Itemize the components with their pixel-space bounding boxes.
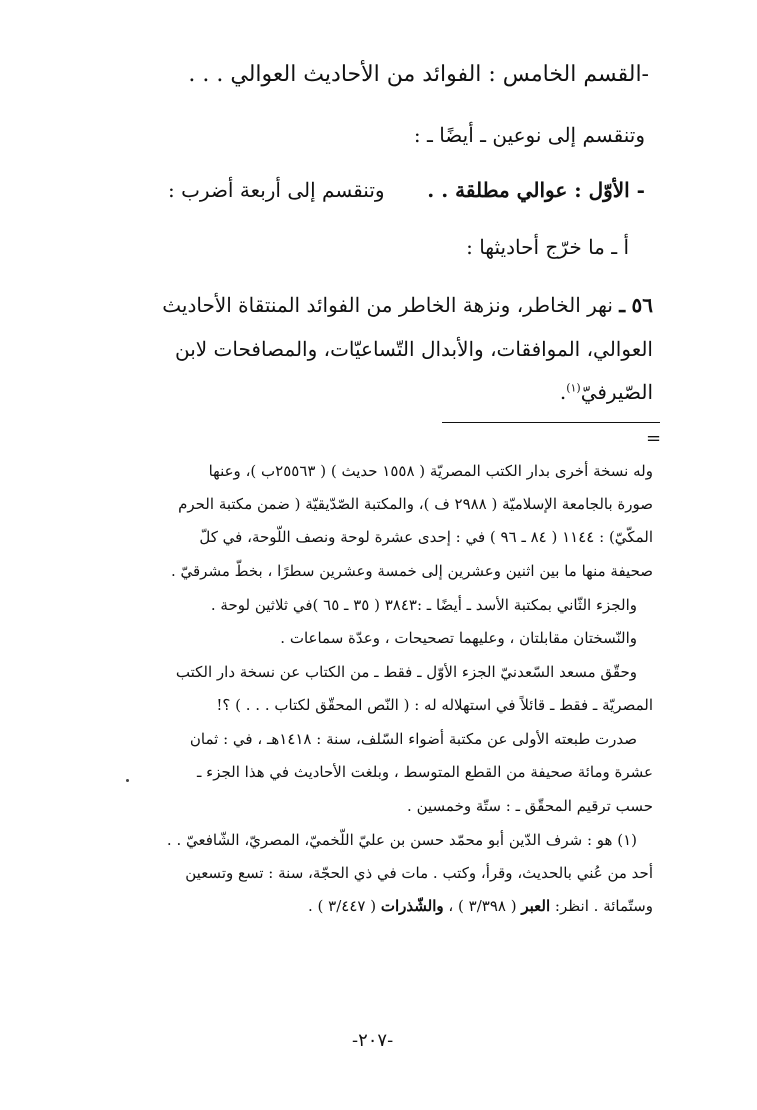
footnote-line: والنّسختان مقابلتان ، وعليهما تصحيحات ، وعدّة سماعات . bbox=[280, 629, 637, 647]
first-type-line bbox=[168, 178, 645, 202]
item-a: أ ـ ما خرّج أحاديثها : bbox=[466, 235, 629, 259]
footnote-line: والجزء الثّاني بمكتبة الأسد ـ أيضًا ـ :٣٨٤٣ ( ٣٥ ـ ٦٥ )في ثلاثين لوحة . bbox=[210, 596, 637, 614]
footnote-ref[interactable]: (١) bbox=[566, 381, 581, 395]
entry-number: ٥٦ bbox=[631, 293, 653, 317]
fn1-book-ibar: العبر bbox=[521, 897, 551, 915]
continuation-mark: = bbox=[646, 428, 662, 449]
footnote-line: حسب ترقيم المحقّق ـ : ستّة وخمسين . bbox=[407, 797, 653, 815]
fn1-text-a: وستّمائة . انظر: bbox=[554, 897, 653, 915]
footnote-line: صحيفة منها ما بين اثنين وعشرين إلى خمسة وعشرين سطرًا ، بخطّ مشرقيّ . bbox=[170, 562, 653, 580]
entry-dash: ـ bbox=[619, 293, 626, 317]
footnote-1-line-2: أحد من عُني بالحديث، وقرأ، وكتب . مات في ذي الحجّة، سنة : تسع وتسعين bbox=[185, 864, 653, 882]
footnote-separator bbox=[442, 422, 660, 423]
footnote-1-line-1: (١) هو : شرف الدّين أبو محمّد حسن بن عليّ اللّخميّ، المصريّ، الشّافعيّ . . bbox=[166, 831, 637, 849]
footnote-line: عشرة ومائة صحيفة من القطع المتوسط ، وبلغت الأحاديث في هذا الجزء ـ bbox=[197, 763, 653, 781]
footnote-line: المصريّة ـ فقط ـ قائلاً في استهلاله له : ( النّص المحقّق لكتاب . . . ) ؟! bbox=[216, 696, 653, 714]
footnote-line: وله نسخة أخرى بدار الكتب المصريّة ( ١٥٥٨ حديث ) ( ٢٥٥٦٣ب )، وعنها bbox=[208, 462, 653, 480]
entry-text-1: نهر الخاطر، ونزهة الخاطر من الفوائد المنتقاة الأحاديث bbox=[162, 293, 613, 317]
section-heading: -القسم الخامس : الفوائد من الأحاديث العوالي . . . bbox=[188, 62, 649, 87]
entry-line-3 bbox=[560, 380, 653, 404]
footnote-1-line-3 bbox=[308, 897, 653, 915]
first-type-rest: وتنقسم إلى أربعة أضرب : bbox=[167, 178, 385, 202]
margin-mark bbox=[126, 779, 129, 782]
entry-end: . bbox=[559, 380, 567, 404]
footnote-line: وحقّق مسعد السّعدنيّ الجزء الأوّل ـ فقط ـ من الكتاب عن نسخة دار الكتب bbox=[175, 663, 637, 681]
footnote-line: صورة بالجامعة الإسلاميّة ( ٢٩٨٨ ف )، والمكتبة الصّدّيقيّة ( ضمن مكتبة الحرم bbox=[178, 495, 653, 513]
footnote-line: المكّيّ) : ١١٤٤ ( ٨٤ ـ ٩٦ ) في : إحدى عشرة لوحة ونصف اللّوحة، في كلّ bbox=[199, 528, 653, 546]
fn1-book-shadharat: والشّذرات bbox=[380, 897, 444, 915]
fn1-ref-shadharat: ( ٣/٤٤٧ ) . bbox=[308, 897, 377, 915]
entry-line-2: العوالي، الموافقات، والأبدال التّساعيّات، والمصافحات لابن bbox=[175, 337, 653, 361]
fn1-ref-ibar: ( ٣/٣٩٨ ) ، bbox=[448, 897, 517, 915]
footnote-line: صدرت طبعته الأولى عن مكتبة أضواء السّلف، سنة : ١٤١٨هـ ، في : ثمان bbox=[189, 730, 637, 748]
page-number: -٢٠٧- bbox=[352, 1030, 394, 1051]
entry-line-1 bbox=[96, 293, 653, 317]
first-type-bold: - الأوّل : عوالي مطلقة . . bbox=[427, 178, 645, 202]
entry-text-3: الصّيرفيّ bbox=[580, 380, 653, 404]
divides-line: وتنقسم إلى نوعين ـ أيضًا ـ : bbox=[413, 123, 645, 147]
